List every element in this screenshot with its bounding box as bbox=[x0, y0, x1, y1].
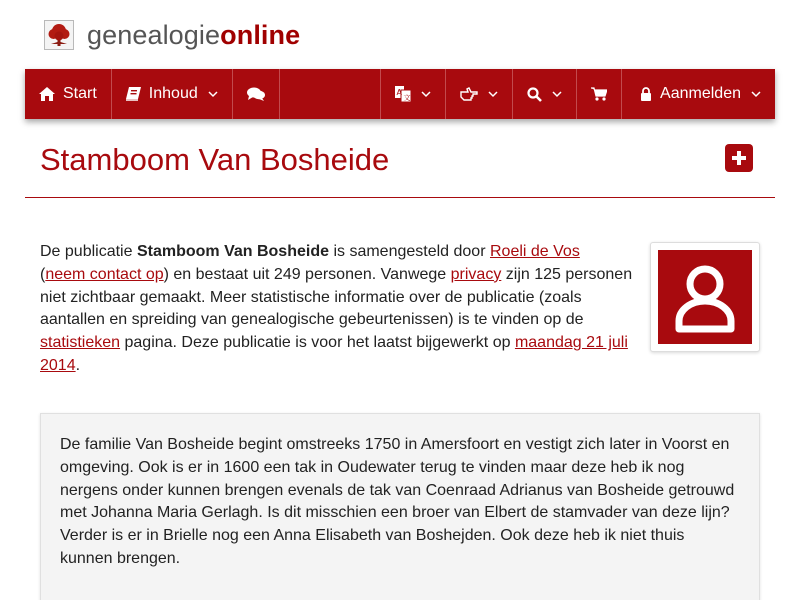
main-navbar bbox=[25, 69, 775, 119]
publication-name: Stamboom Van Bosheide bbox=[136, 243, 329, 260]
nav-cart[interactable] bbox=[577, 69, 622, 119]
home-icon bbox=[39, 87, 55, 101]
nav-forum[interactable] bbox=[233, 69, 280, 119]
statistics-link[interactable]: statistieken bbox=[40, 334, 121, 352]
book-icon bbox=[126, 87, 141, 101]
title-divider bbox=[25, 197, 775, 198]
chevron-down-icon bbox=[552, 91, 562, 98]
intro-text: ) en bestaat uit 249 personen. Vanwege bbox=[163, 265, 451, 283]
nav-inhoud[interactable] bbox=[112, 69, 233, 119]
author-avatar[interactable] bbox=[650, 242, 760, 352]
description-text: De familie Van Bosheide begint omstreeks 1750 in Amersfoort en vestigt zich later in Voorst en omgeving. Ook is er in 1600 een tak in Oudewater terug te vinden maar deze heb ik nog nergens onder kunnen brengen evenals de tak van Coenraad Adrianus van Bosheide getrouwd met Johanna Maria Gerlagh. Is dit misschien een broer van Elbert de stamvader van deze lijn? Verder is er in Brielle nog een Anna Elisabeth van Boshejden. Ook deze heb ik niet thuis kunnen brengen. bbox=[60, 436, 735, 567]
intro-text: ( bbox=[40, 265, 46, 283]
chevron-down-icon bbox=[421, 91, 431, 98]
publication-description bbox=[40, 413, 760, 600]
privacy-link[interactable]: privacy bbox=[450, 265, 502, 283]
intro-text: . bbox=[75, 356, 81, 374]
comments-icon bbox=[247, 87, 265, 101]
cart-icon bbox=[591, 87, 607, 101]
expand-button[interactable] bbox=[725, 144, 753, 172]
intro-text: zijn 125 personen niet zichtbaar gemaakt. Meer statistische informatie over de publicatie (zoals aantallen en spreiding van genealogische gebeurtenissen) is te vinden op de bbox=[40, 265, 633, 329]
chevron-down-icon bbox=[208, 91, 218, 98]
chevron-down-icon bbox=[751, 91, 761, 98]
intro-text: De publicatie bbox=[40, 243, 137, 260]
nav-start-label: Start bbox=[63, 85, 97, 102]
nav-spacer bbox=[280, 69, 381, 119]
language-icon bbox=[395, 86, 411, 102]
logo-text-online: online bbox=[220, 20, 301, 50]
logo-text bbox=[87, 18, 300, 52]
lock-icon bbox=[640, 87, 652, 101]
last-updated-link[interactable]: maandag 21 juli 2014 bbox=[40, 334, 628, 374]
tree-icon bbox=[44, 20, 74, 50]
author-link[interactable]: Roeli de Vos bbox=[489, 243, 580, 260]
intro-text: is samengesteld door bbox=[329, 243, 490, 260]
publication-intro bbox=[40, 241, 640, 378]
chevron-down-icon bbox=[488, 91, 498, 98]
intro-text: pagina. Deze publicatie is voor het laatst bijgewerkt op bbox=[120, 334, 515, 352]
page-title: Stamboom Van Bosheide bbox=[40, 142, 390, 177]
nav-search[interactable] bbox=[513, 69, 577, 119]
nav-hand[interactable] bbox=[446, 69, 513, 119]
nav-aanmelden[interactable] bbox=[622, 69, 775, 119]
search-icon bbox=[527, 87, 542, 102]
svg-text:A: A bbox=[396, 88, 403, 97]
site-logo[interactable] bbox=[44, 18, 300, 52]
contact-link[interactable]: neem contact op bbox=[45, 265, 164, 283]
hand-point-icon bbox=[460, 87, 478, 101]
nav-aanmelden-label: Aanmelden bbox=[660, 85, 741, 102]
user-icon bbox=[658, 250, 752, 344]
logo-text-genealogie: genealogie bbox=[87, 20, 221, 50]
nav-inhoud-label: Inhoud bbox=[148, 85, 198, 102]
plus-icon bbox=[730, 149, 748, 167]
svg-text:文: 文 bbox=[403, 94, 411, 102]
nav-start[interactable] bbox=[25, 69, 112, 119]
nav-language[interactable] bbox=[381, 69, 446, 119]
